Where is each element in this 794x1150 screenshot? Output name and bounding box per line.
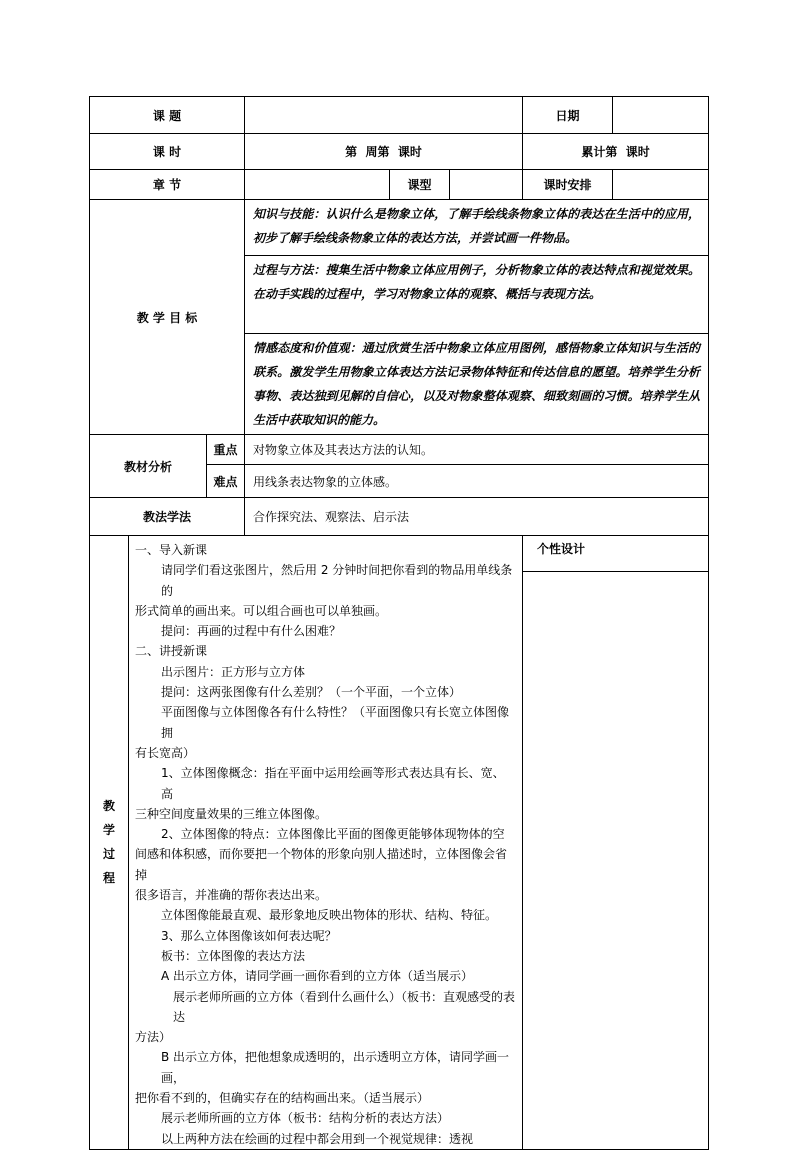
period-label: 课 时 — [90, 134, 245, 170]
process-line: 立体图像能最直观、最形象地反映出物体的形状、结构、特征。 — [161, 908, 498, 923]
chapter-label: 章 节 — [90, 170, 245, 200]
key-point-value: 对物象立体及其表达方法的认知。 — [245, 435, 709, 465]
objective-knowledge-row — [90, 200, 709, 256]
process-line: 提问：这两张图像有什么差别？（一个平面，一个立体） — [161, 685, 462, 700]
objectives-label: 教 学 目 标 — [90, 200, 245, 435]
process-line: B 出示立方体，把他想象成透明的，出示透明立方体，请同学画一画， — [161, 1050, 510, 1085]
lesson-plan-page — [89, 96, 708, 1150]
process-row — [90, 536, 709, 1150]
difficulty-value: 用线条表达物象的立体感。 — [245, 465, 709, 498]
process-line: 3、那么立体图像该如何表达呢？ — [161, 928, 337, 943]
process-label — [90, 536, 129, 1150]
process-line: 形式简单的画出来。可以组合画也可以单独画。 — [135, 603, 388, 618]
schedule-label: 课时安排 — [523, 170, 613, 200]
methods-label: 教法学法 — [90, 498, 245, 536]
process-line: 展示老师所画的立方体（看到什么画什么）（板书：直观感受的表达 — [173, 989, 516, 1024]
process-line: 出示图片：正方形与立方体 — [161, 664, 306, 679]
process-line: A 出示立方体，请同学画一画你看到的立方体（适当展示） — [161, 969, 474, 984]
process-line: 请同学们看这张图片，然后用 2 分钟时间把你看到的物品用单线条的 — [161, 563, 513, 598]
type-value — [450, 170, 523, 200]
topic-label: 课 题 — [90, 97, 245, 134]
process-line: 三种空间度量效果的三维立体图像。 — [135, 806, 328, 821]
process-line: 一、导入新课 — [135, 543, 208, 557]
process-line: 间感和体积感，而你要把一个物体的形象向别人描述时，立体图像会省掉 — [135, 847, 508, 882]
process-line: 以上两种方法在绘画的过程中都会用到一个视觉规律：透视 — [161, 1131, 474, 1146]
process-line: 二、讲授新课 — [135, 644, 208, 659]
process-line: 2、立体图像的特点：立体图像比平面的图像更能够体现物体的空 — [161, 827, 505, 842]
period-row — [90, 134, 709, 170]
date-label: 日期 — [523, 97, 613, 134]
process-line: 1、立体图像概念：指在平面中运用绘画等形式表达具有长、宽、高 — [161, 766, 505, 801]
chapter-value — [245, 170, 390, 200]
process-label-char: 程 — [102, 871, 115, 886]
key-point-label: 重点 — [207, 435, 245, 465]
personal-design-header: 个性设计 — [523, 536, 708, 572]
methods-row — [90, 498, 709, 536]
process-line: 有长宽高） — [135, 745, 196, 760]
personal-design-column — [523, 536, 709, 1150]
process-label-char: 学 — [102, 823, 115, 838]
objective-process: 过程与方法：搜集生活中物象立体应用例子，分析物象立体的表达特点和视觉效果。在动手实践的过程中，学习对物象立体的观察、概括与表现方法。 — [245, 256, 709, 334]
chapter-row — [90, 170, 709, 200]
period-value: 第 周第 课时 — [245, 134, 523, 170]
process-body — [129, 536, 523, 1150]
process-line: 方法） — [135, 1030, 172, 1045]
process-line: 提问：再画的过程中有什么困难？ — [161, 624, 342, 639]
objective-attitude: 情感态度和价值观：通过欣赏生活中物象立体应用图例，感悟物象立体知识与生活的联系。激发学生用物象立体表达方法记录物体特征和传达信息的愿望。培养学生分析事物、表达独到见解的自信心，以及对物象整体观察、细致刻画的习惯。培养学生从生活中获取知识的能力。 — [245, 334, 709, 435]
type-label: 课型 — [390, 170, 450, 200]
process-line: 很多语言，并准确的帮你表达出来。 — [135, 888, 328, 903]
process-line: 把你看不到的，但确实存在的结构画出来。（适当展示） — [135, 1091, 430, 1106]
methods-value: 合作探究法、观察法、启示法 — [245, 498, 709, 536]
topic-row — [90, 97, 709, 134]
lesson-plan-table — [89, 96, 709, 1150]
difficulty-label: 难点 — [207, 465, 245, 498]
objective-knowledge: 知识与技能：认识什么是物象立体，了解手绘线条物象立体的表达在生活中的应用，初步了解手绘线条物象立体的表达方法，并尝试画一件物品。 — [245, 200, 709, 256]
date-value — [613, 97, 709, 134]
process-label-char: 过 — [102, 847, 115, 862]
process-label-char: 教 — [102, 799, 115, 814]
cumulative-period: 累计第 课时 — [523, 134, 709, 170]
schedule-value — [613, 170, 709, 200]
topic-value — [245, 97, 523, 134]
process-line: 平面图像与立体图像各有什么特性？（平面图像只有长宽立体图像拥 — [161, 705, 510, 740]
analysis-key-row — [90, 435, 709, 465]
analysis-label: 教材分析 — [90, 435, 207, 498]
process-line: 展示老师所画的立方体（板书：结构分析的表达方法） — [161, 1111, 450, 1126]
process-line: 板书：立体图像的表达方法 — [161, 948, 306, 963]
